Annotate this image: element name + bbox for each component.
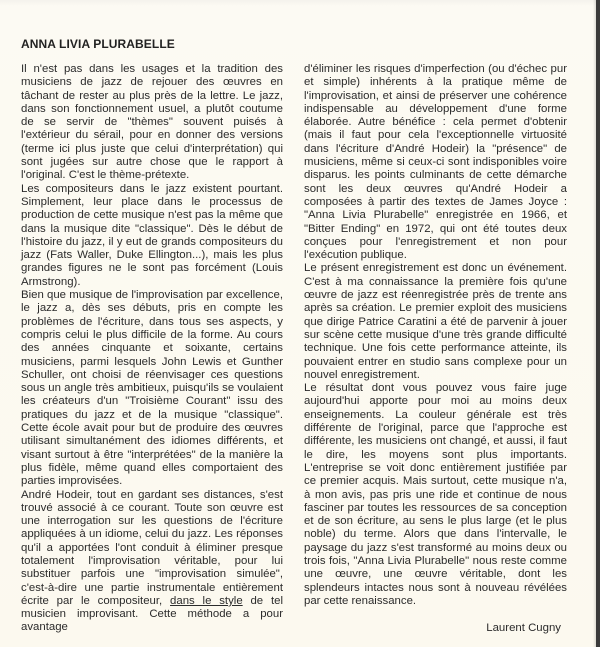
- paragraph-themes: Il n'est pas dans les usages et la tradition des musiciens de jazz de rejouer des œuvres en tâchant de rester au plus près de la lettre. Le jazz, dans son fonctionnement usuel, a plutôt coutume de se servir de "thèmes" souvent puisés à l'extérieur du sérail, pour en donner des versions (terme ici plus juste que celui d'interprétation) qui sont jugées sur autre chose que le rapport à l'original. C'est le thème-prétexte.: [21, 63, 283, 182]
- paragraph-hodeir: [21, 489, 283, 635]
- paragraph-recording-event: Le présent enregistrement est donc un événement. C'est à ma connaissance la première fois qu'une œuvre de jazz est réenregistrée près de trente ans après sa création. Le premier exploit des musiciens que dirige Patrice Caratini a été de parvenir à jouer sur scène cette musique d'une très grande difficulté technique. Une fois cette performance atteinte, ils pouvaient entrer en studio sans complexe pour un nouvel enregistrement.: [304, 262, 567, 381]
- page-right-border: [596, 0, 600, 647]
- right-column: [304, 63, 567, 635]
- underlined-phrase: dans le style: [170, 594, 243, 607]
- left-column: [21, 63, 283, 635]
- paragraph-hodeir-part-1: André Hodeir, tout en gardant ses distances, s'est trouvé associé à ce courant. Toute son œuvre est une interrogation sur les questions de l'écriture appliquées à un idiome, celui du jazz. Les réponses qu'il a apportées l'ont conduit à éliminer presque totalement l'improvisation véritable, pour lui substituer parfois une "improvisation simulée", c'est-à-dire une partie instrumentale entièrement écrite par le compositeur,: [21, 488, 283, 607]
- paragraph-result: Le résultat dont vous pouvez vous faire juge aujourd'hui apporte pour moi au moins deux enseignements. La couleur générale est très différente de l'original, parce que l'approche est différente, les musiciens ont changé, et aussi, il faut le dire, les moyens sont plus importants. L'entreprise se voit donc entièrement justifiée par ce premier acquis. Mais surtout, cette musique n'a, à mon avis, pas pris une ride et continue de nous fasciner par toutes les ressources de sa conception et de son écriture, au sens le plus large (et le plus noble) du terme. Alors que dans l'intervalle, le paysage du jazz s'est transformé au moins deux ou trois fois, "Anna Livia Plurabelle" nous reste comme une œuvre, une œuvre véritable, dont les splendeurs intactes nous sont à nouveau révélées par cette renaissance.: [304, 382, 567, 607]
- paragraph-hodeir-part-2: de tel musicien improvisant. Cette méthode a pour avantage: [21, 594, 283, 634]
- author-signature: Laurent Cugny: [486, 622, 561, 635]
- document-title: ANNA LIVIA PLURABELLE: [21, 37, 175, 51]
- paragraph-advantages: d'éliminer les risques d'imperfection (ou d'échec pur et simple) inhérents à la pratique même de l'improvisation, et ainsi de préserver une cohérence indispensable au développement d'une forme élaborée. Autre bénéfice : cela permet d'obtenir (mais il faut pour cela l'exceptionnelle virtuosité dans l'écriture d'André Hodeir) la "présence" de musiciens, même si ceux-ci sont indisponibles voire disparus. les points culminants de cette démarche sont les deux œuvres qu'André Hodeir a composées à partir des textes de James Joyce : "Anna Livia Plurabelle" enregistrée en 1966, et "Bitter Ending" en 1972, qui ont été toutes deux conçues pour l'enregistrement et non pour l'exécution publique.: [304, 63, 567, 262]
- paragraph-composers: Les compositeurs dans le jazz existent pourtant. Simplement, leur place dans le processus de production de cette musique n'est pas la même que dans la musique dite "classique". Dès le début de l'histoire du jazz, il y eut de grands compositeurs du jazz (Fats Waller, Duke Ellington...), mais les plus grandes figures ne le sont pas forcément (Louis Armstrong).: [21, 182, 283, 288]
- paragraph-third-stream: Bien que musique de l'improvisation par excellence, le jazz a, dès ses débuts, pris en compte les problèmes de l'écriture, dans tous ses aspects, y compris celui le plus difficile de la forme. Au cours des années cinquante et soixante, certains musiciens, parmi lesquels John Lewis et Gunther Schuller, ont choisi de réenvisager ces questions sous un angle très ambitieux, puisqu'ils se voulaient les créateurs d'un "Troisième Courant" issu des pratiques du jazz et de la musique "classique". Cette école avait pour but de produire des œuvres utilisant simultanément des idiomes différents, et visant surtout à être "interprétées" de la manière la plus fidèle, même quand elles comportaient des parties improvisées.: [21, 289, 283, 488]
